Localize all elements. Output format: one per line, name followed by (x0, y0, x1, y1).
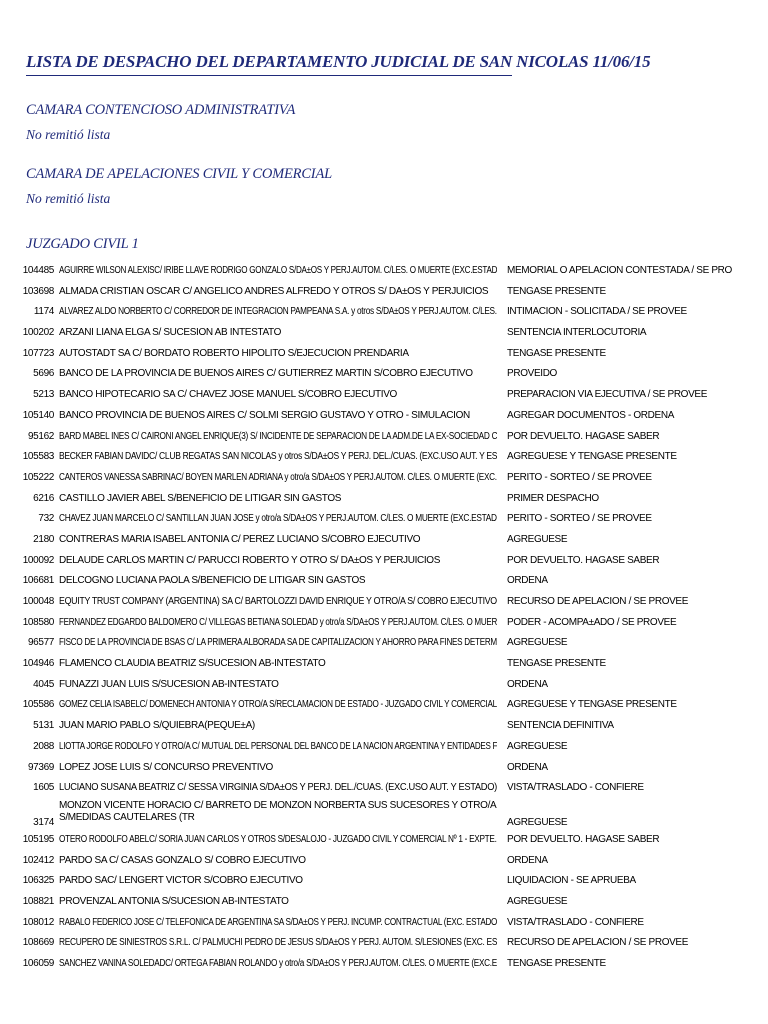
list-item (0, 614, 768, 635)
case-number: 6216 (33, 492, 54, 504)
case-number: 100202 (22, 327, 54, 339)
case-number: 5696 (33, 368, 54, 380)
case-description: AUTOSTADT SA C/ BORDATO ROBERTO HIPOLITO S/EJECUCION PRENDARIA (59, 347, 409, 359)
list-item (0, 759, 768, 780)
case-description: LIOTTA JORGE RODOLFO Y OTRO/A C/ MUTUAL DEL PERSONAL DEL BANCO DE LA NACION ARGENTINA Y ENTIDADES F (59, 740, 497, 752)
case-status: PERITO - SORTEO / SE PROVEE (507, 513, 652, 525)
case-status: PODER - ACOMPA±ADO / SE PROVEE (507, 616, 677, 628)
case-description: PARDO SA C/ CASAS GONZALO S/ COBRO EJECUTIVO (59, 854, 306, 866)
list-item (0, 955, 768, 976)
case-description: LUCIANO SUSANA BEATRIZ C/ SESSA VIRGINIA S/DA±OS Y PERJ. DEL./CUAS. (EXC.USO AUT. Y ESTADO) (59, 782, 497, 794)
case-number: 96577 (27, 637, 54, 649)
list-item (0, 428, 768, 449)
case-number: 2088 (33, 740, 54, 752)
list-item (0, 852, 768, 873)
case-status: ORDENA (507, 854, 548, 866)
list-item (0, 831, 768, 852)
case-number: 5131 (33, 720, 54, 732)
list-item (0, 510, 768, 531)
case-number: 95162 (27, 430, 54, 442)
case-description: PROVENZAL ANTONIA S/SUCESION AB-INTESTATO (59, 895, 289, 907)
case-description: CHAVEZ JUAN MARCELO C/ SANTILLAN JUAN JOSE y otro/a S/DA±OS Y PERJ.AUTOM. C/LES. O MUERTE (EXC.ESTAD (59, 513, 497, 525)
section-title-juzgado-civil-1: JUZGADO CIVIL 1 (26, 236, 139, 252)
case-description: PARDO SAC/ LENGERT VICTOR S/COBRO EJECUTIVO (59, 875, 303, 887)
case-number: 1605 (33, 782, 54, 794)
case-number: 102412 (22, 854, 54, 866)
case-status: LIQUIDACION - SE APRUEBA (507, 875, 636, 887)
case-description: BANCO HIPOTECARIO SA C/ CHAVEZ JOSE MANUEL S/COBRO EJECUTIVO (59, 389, 397, 401)
case-description: BARD MABEL INES C/ CAIRONI ANGEL ENRIQUE(3) S/ INCIDENTE DE SEPARACION DE LA ADM.DE LA EX-SOCIEDAD C (59, 430, 497, 442)
case-status: AGREGAR DOCUMENTOS - ORDENA (507, 409, 675, 421)
case-status: TENGASE PRESENTE (507, 285, 606, 297)
despacho-list (0, 262, 768, 976)
case-status: TENGASE PRESENTE (507, 347, 606, 359)
list-item (0, 779, 768, 800)
case-description: FISCO DE LA PROVINCIA DE BSAS C/ LA PRIMERA ALBORADA SA DE CAPITALIZACION Y AHORRO PARA FINES DETERM (59, 637, 497, 649)
list-item (0, 717, 768, 738)
case-description: DELAUDE CARLOS MARTIN C/ PARUCCI ROBERTO Y OTRO S/ DA±OS Y PERJUICIOS (59, 554, 441, 566)
case-description: LOPEZ JOSE LUIS S/ CONCURSO PREVENTIVO (59, 761, 273, 773)
case-status: PERITO - SORTEO / SE PROVEE (507, 471, 652, 483)
case-status: AGREGUESE (507, 740, 568, 752)
case-number: 108821 (22, 895, 54, 907)
list-item (0, 345, 768, 366)
list-item (0, 893, 768, 914)
list-item (0, 572, 768, 593)
case-description: ALVAREZ ALDO NORBERTO C/ CORREDOR DE INTEGRACION PAMPEANA S.A. y otros S/DA±OS Y PERJ.AUTOM. C/LES. (59, 306, 497, 318)
case-description: SANCHEZ VANINA SOLEDADC/ ORTEGA FABIAN ROLANDO y otro/a S/DA±OS Y PERJ.AUTOM. C/LES. O MUERTE (EXC.E (59, 958, 497, 969)
list-item (0, 914, 768, 935)
list-item (0, 407, 768, 428)
case-status: AGREGUESE (507, 816, 568, 828)
case-number: 107723 (22, 347, 54, 359)
list-item (0, 934, 768, 955)
list-item (0, 872, 768, 893)
case-description: BANCO DE LA PROVINCIA DE BUENOS AIRES C/ GUTIERREZ MARTIN S/COBRO EJECUTIVO (59, 368, 473, 380)
case-number: 100048 (22, 596, 54, 607)
list-item (0, 800, 768, 831)
case-status: ORDENA (507, 575, 548, 587)
case-number: 104946 (22, 658, 54, 670)
case-number: 3174 (33, 816, 54, 828)
case-description: FERNANDEZ EDGARDO BALDOMERO C/ VILLEGAS BETIANA SOLEDAD y otro/a S/DA±OS Y PERJ.AUTOM. C/LES. O MUER (59, 616, 497, 628)
case-description: MONZON VICENTE HORACIO C/ BARRETO DE MONZON NORBERTA SUS SUCESORES Y OTRO/A S/MEDIDAS CAUTELARES (TR (59, 799, 496, 823)
case-number: 103698 (22, 285, 54, 297)
case-number: 2180 (33, 533, 54, 545)
list-item (0, 365, 768, 386)
case-number: 108580 (22, 616, 54, 628)
list-item (0, 386, 768, 407)
case-description: RABALO FEDERICO JOSE C/ TELEFONICA DE ARGENTINA SA S/DA±OS Y PERJ. INCUMP. CONTRACTUAL (EXC. ESTADO (59, 916, 497, 928)
case-number: 105195 (22, 833, 54, 845)
case-status: AGREGUESE Y TENGASE PRESENTE (507, 699, 677, 711)
list-item (0, 262, 768, 283)
case-status: TENGASE PRESENTE (507, 958, 606, 969)
case-status: AGREGUESE (507, 895, 568, 907)
list-item (0, 324, 768, 345)
list-item (0, 531, 768, 552)
case-number: 105140 (22, 409, 54, 421)
case-number: 4045 (33, 678, 54, 690)
case-status: MEMORIAL O APELACION CONTESTADA / SE PRO (507, 265, 732, 276)
case-number: 5213 (33, 389, 54, 401)
case-description: FLAMENCO CLAUDIA BEATRIZ S/SUCESION AB-INTESTATO (59, 658, 326, 670)
case-description: CANTEROS VANESSA SABRINAC/ BOYEN MARLEN ADRIANA y otro/a S/DA±OS Y PERJ.AUTOM. C/LES. O MUERTE (EXC. (59, 471, 497, 483)
case-description: RECUPERO DE SINIESTROS S.R.L. C/ PALMUCHI PEDRO DE JESUS S/DA±OS Y PERJ. AUTOM. S/LESIONES (EXC. ES (59, 937, 497, 949)
case-number: 104485 (22, 265, 54, 276)
case-status: POR DEVUELTO. HAGASE SABER (507, 554, 660, 566)
case-status: PRIMER DESPACHO (507, 492, 599, 504)
case-description: ALMADA CRISTIAN OSCAR C/ ANGELICO ANDRES ALFREDO Y OTROS S/ DA±OS Y PERJUICIOS (59, 285, 489, 297)
case-description: DELCOGNO LUCIANA PAOLA S/BENEFICIO DE LITIGAR SIN GASTOS (59, 575, 366, 587)
case-status: SENTENCIA INTERLOCUTORIA (507, 327, 647, 339)
case-status: AGREGUESE Y TENGASE PRESENTE (507, 451, 677, 463)
case-status: RECURSO DE APELACION / SE PROVEE (507, 596, 689, 607)
list-item (0, 303, 768, 324)
page-title: LISTA DE DESPACHO DEL DEPARTAMENTO JUDICIAL DE SAN NICOLAS 11/06/15 (26, 52, 651, 71)
title-underline (26, 75, 512, 76)
list-item (0, 696, 768, 717)
case-status: SENTENCIA DEFINITIVA (507, 720, 614, 732)
case-description: GOMEZ CELIA ISABELC/ DOMENECH ANTONIA Y OTRO/A S/RECLAMACION DE ESTADO - JUZGADO CIVIL Y COMERCIAL (59, 699, 497, 711)
section-note-camara-contencioso: No remitió lista (26, 127, 111, 142)
case-number: 106681 (22, 575, 54, 587)
case-number: 108669 (22, 937, 54, 949)
case-status: ORDENA (507, 761, 548, 773)
case-status: VISTA/TRASLADO - CONFIERE (507, 782, 644, 794)
list-item (0, 283, 768, 304)
list-item (0, 676, 768, 697)
case-number: 100092 (22, 554, 54, 566)
case-description: CASTILLO JAVIER ABEL S/BENEFICIO DE LITIGAR SIN GASTOS (59, 492, 342, 504)
case-description: BANCO PROVINCIA DE BUENOS AIRES C/ SOLMI SERGIO GUSTAVO Y OTRO - SIMULACION (59, 409, 470, 421)
list-item (0, 655, 768, 676)
case-description: BECKER FABIAN DAVIDC/ CLUB REGATAS SAN NICOLAS y otros S/DA±OS Y PERJ. DEL./CUAS. (EXC.USO AUT. Y ES (59, 451, 497, 463)
list-item (0, 490, 768, 511)
section-title-camara-contencioso: CAMARA CONTENCIOSO ADMINISTRATIVA (26, 102, 296, 118)
case-description: OTERO RODOLFO ABELC/ SORIA JUAN CARLOS Y OTROS S/DESALOJO - JUZGADO CIVIL Y COMERCIAL Nº 1 - EXPTE. (59, 833, 497, 845)
list-item (0, 469, 768, 490)
case-number: 108012 (22, 916, 54, 928)
case-status: PROVEIDO (507, 368, 557, 380)
case-description: EQUITY TRUST COMPANY (ARGENTINA) SA C/ BARTOLOZZI DAVID ENRIQUE Y OTRO/A S/ COBRO EJECUTIVO (59, 596, 497, 607)
case-status: INTIMACION - SOLICITADA / SE PROVEE (507, 306, 687, 318)
case-number: 106325 (22, 875, 54, 887)
case-status: POR DEVUELTO. HAGASE SABER (507, 833, 660, 845)
list-item (0, 634, 768, 655)
case-description: ARZANI LIANA ELGA S/ SUCESION AB INTESTATO (59, 327, 282, 339)
list-item (0, 593, 768, 614)
list-item (0, 448, 768, 469)
case-status: AGREGUESE (507, 533, 568, 545)
section-note-camara-apelaciones: No remitió lista (26, 191, 111, 206)
case-number: 1174 (33, 306, 54, 318)
list-item (0, 738, 768, 759)
case-number: 105583 (22, 451, 54, 463)
case-status: PREPARACION VIA EJECUTIVA / SE PROVEE (507, 389, 708, 401)
case-number: 97369 (27, 761, 54, 773)
case-description: AGUIRRE WILSON ALEXISC/ IRIBE LLAVE RODRIGO GONZALO S/DA±OS Y PERJ.AUTOM. C/LES. O MUERTE (EXC.ESTAD (59, 265, 497, 276)
case-status: AGREGUESE (507, 637, 568, 649)
case-status: TENGASE PRESENTE (507, 658, 606, 670)
case-status: POR DEVUELTO. HAGASE SABER (507, 430, 660, 442)
case-number: 106059 (22, 958, 54, 969)
case-status: ORDENA (507, 678, 548, 690)
section-title-camara-apelaciones: CAMARA DE APELACIONES CIVIL Y COMERCIAL (26, 166, 332, 182)
case-status: VISTA/TRASLADO - CONFIERE (507, 916, 644, 928)
case-number: 105222 (22, 471, 54, 483)
case-status: RECURSO DE APELACION / SE PROVEE (507, 937, 689, 949)
case-description: JUAN MARIO PABLO S/QUIEBRA(PEQUE±A) (59, 720, 255, 732)
case-description: CONTRERAS MARIA ISABEL ANTONIA C/ PEREZ LUCIANO S/COBRO EJECUTIVO (59, 533, 421, 545)
case-description: FUNAZZI JUAN LUIS S/SUCESION AB-INTESTATO (59, 678, 279, 690)
case-number: 105586 (22, 699, 54, 711)
case-number: 732 (38, 513, 54, 525)
list-item (0, 552, 768, 573)
